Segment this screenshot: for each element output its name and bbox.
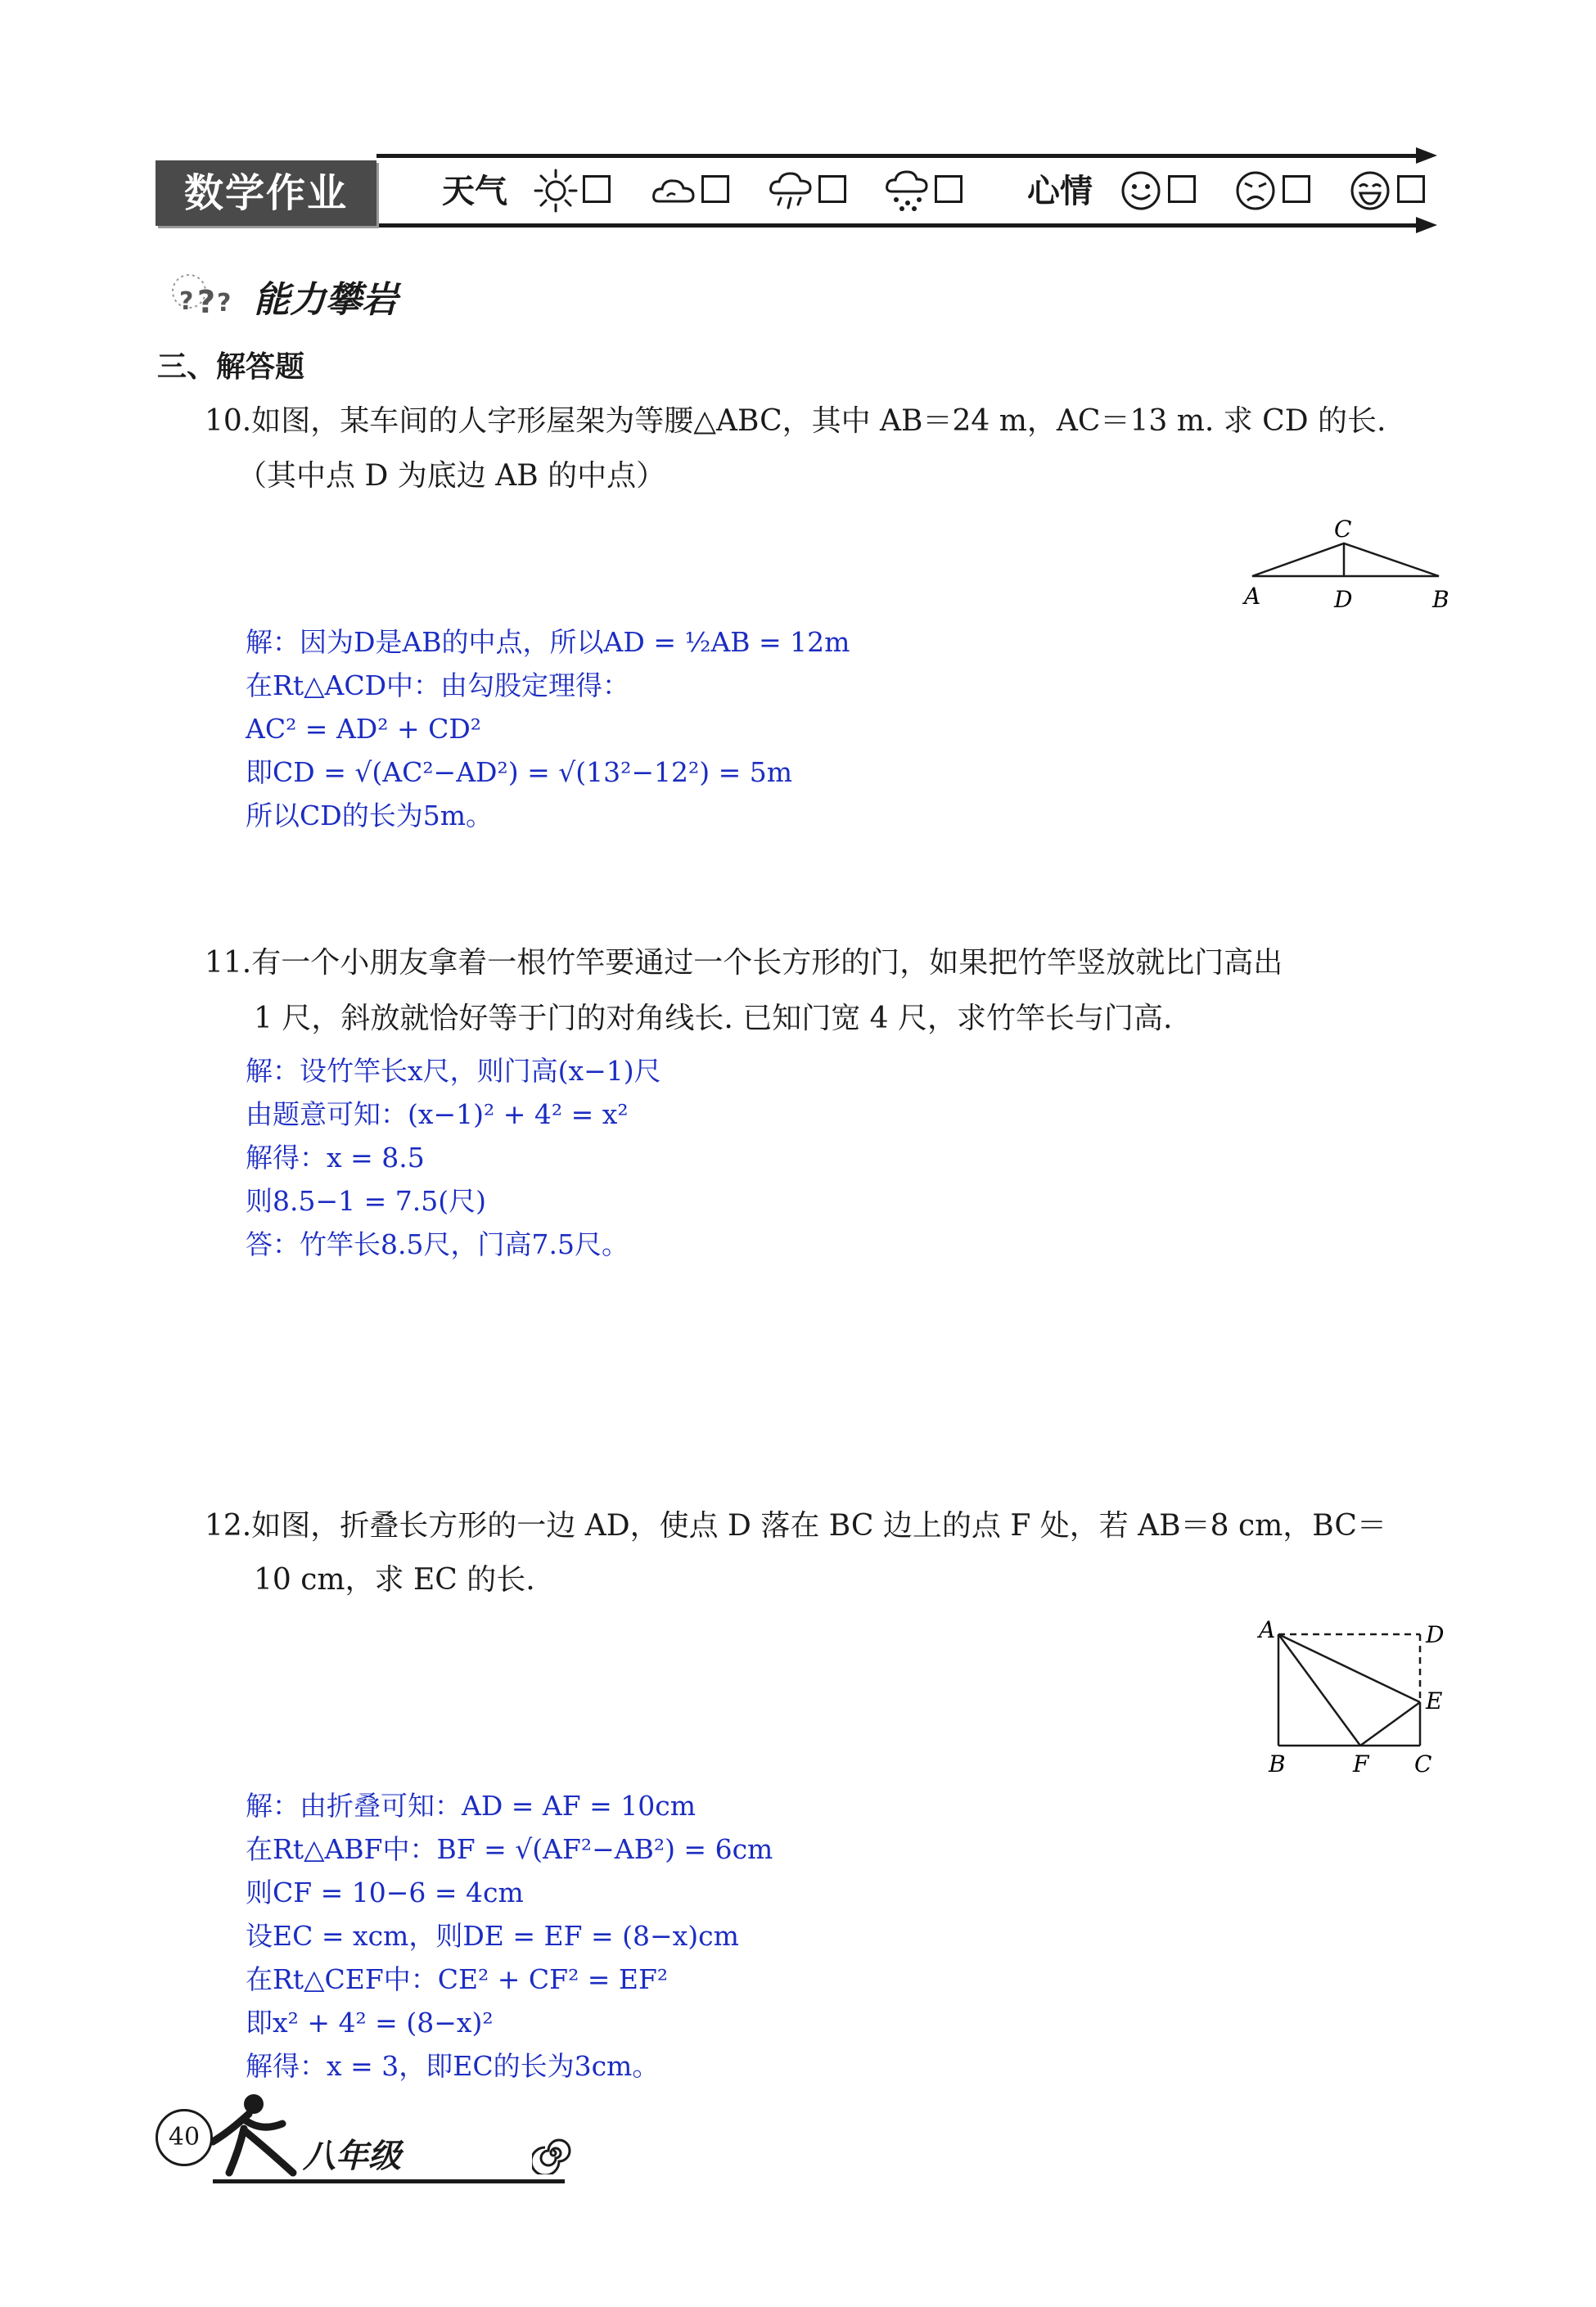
page-title: 数学作业 bbox=[156, 160, 376, 226]
q10-text-line2: （其中点 D 为底边 AB 的中点） bbox=[237, 459, 666, 493]
laughing-face-icon bbox=[1346, 167, 1394, 214]
label-c: C bbox=[1334, 516, 1352, 543]
sun-checkbox[interactable] bbox=[583, 175, 611, 203]
section-title: 能力攀岩 bbox=[254, 279, 398, 321]
svg-text:?: ? bbox=[217, 289, 232, 318]
footer bbox=[147, 2091, 589, 2189]
label-a: A bbox=[1244, 583, 1261, 610]
sad-checkbox[interactable] bbox=[1283, 175, 1310, 203]
q10-triangle-figure bbox=[1228, 507, 1473, 622]
q10-answer-line: 所以CD的长为5m。 bbox=[246, 800, 493, 831]
q11-text-line1: 有一个小朋友拿着一根竹竿要通过一个长方形的门，如果把竹竿竖放就比门高出 bbox=[251, 946, 1283, 980]
segment-af bbox=[1278, 1634, 1360, 1746]
q11-answer-line: 解：设竹竿长x尺，则门高(x−1)尺 bbox=[246, 1055, 661, 1087]
q10-answer-line: 解：因为D是AB的中点，所以AD = ½AB = 12m bbox=[246, 626, 850, 658]
label-a: A bbox=[1259, 1616, 1276, 1643]
mood-label: 心情 bbox=[1027, 173, 1093, 210]
header-bar bbox=[156, 146, 1440, 236]
part-title: 三、解答题 bbox=[157, 350, 305, 384]
q12-answer-line: 在Rt△CEF中：CE² + CF² = EF² bbox=[246, 1963, 669, 1995]
svg-text:?: ? bbox=[179, 287, 194, 316]
happy-checkbox[interactable] bbox=[1168, 175, 1196, 203]
q11-answer-line: 答：竹竿长8.5尺，门高7.5尺。 bbox=[246, 1228, 629, 1260]
q10-answer-line: AC² = AD² + CD² bbox=[246, 713, 482, 745]
cloudy-icon bbox=[651, 167, 698, 214]
happy-face-icon bbox=[1117, 167, 1165, 214]
triangle-abc bbox=[1252, 543, 1439, 576]
q12-line1 bbox=[205, 1504, 1386, 1548]
q12-answer-line: 在Rt△ABF中：BF = √(AF²−AB²) = 6cm bbox=[246, 1833, 773, 1865]
svg-text:?: ? bbox=[197, 284, 216, 320]
q10-answer-line: 在Rt△ACD中：由勾股定理得： bbox=[246, 669, 630, 701]
sun-icon bbox=[532, 167, 579, 214]
rain-checkbox[interactable] bbox=[818, 175, 846, 203]
q10-answer-line: 即CD = √(AC²−AD²) = √(13²−12²) = 5m bbox=[246, 756, 793, 788]
spiral-icon bbox=[532, 2132, 575, 2174]
grade-label: 八年级 bbox=[303, 2138, 401, 2175]
q12-answer-line: 设EC = xcm，则DE = EF = (8−x)cm bbox=[246, 1920, 739, 1952]
q11-answer bbox=[246, 1049, 661, 1266]
footer-rule bbox=[213, 2179, 565, 2183]
question-marks-icon bbox=[168, 260, 241, 326]
label-d: D bbox=[1426, 1621, 1445, 1648]
q12-answer-line: 则CF = 10−6 = 4cm bbox=[246, 1877, 524, 1908]
q11-text-line2: 1 尺，斜放就恰好等于门的对角线长. 已知门宽 4 尺，求竹竿长与门高. bbox=[254, 1002, 1173, 1035]
q11-answer-line: 解得：x = 8.5 bbox=[246, 1142, 425, 1174]
label-f: F bbox=[1353, 1751, 1369, 1778]
q12-answer-line: 解：由折叠可知：AD = AF = 10cm bbox=[246, 1790, 697, 1822]
q10-answer bbox=[246, 620, 850, 837]
q12-answer bbox=[246, 1784, 773, 2088]
q12-answer-line: 即x² + 4² = (8−x)² bbox=[246, 2007, 494, 2039]
header-bottom-arrow-icon bbox=[1416, 217, 1437, 233]
snow-icon bbox=[884, 167, 931, 214]
label-b: B bbox=[1432, 586, 1449, 613]
page-number: 40 bbox=[156, 2109, 213, 2166]
cloudy-checkbox[interactable] bbox=[701, 175, 729, 203]
q12-rectangle-figure bbox=[1236, 1608, 1481, 1780]
q12-text-line2: 10 cm，求 EC 的长. bbox=[254, 1563, 535, 1597]
q10-text-line1: 如图，某车间的人字形屋架为等腰△ABC，其中 AB＝24 m，AC＝13 m. 求 CD 的长. bbox=[251, 404, 1386, 438]
label-b: B bbox=[1269, 1751, 1286, 1778]
rain-icon bbox=[768, 167, 815, 214]
weather-label: 天气 bbox=[442, 173, 507, 210]
q12-number: 12. bbox=[205, 1509, 252, 1543]
q12-text-line1: 如图，折叠长方形的一边 AD，使点 D 落在 BC 边上的点 F 处，若 AB＝8 cm，BC＝ bbox=[251, 1509, 1386, 1543]
header-top-rule bbox=[376, 154, 1420, 158]
label-c: C bbox=[1414, 1751, 1432, 1778]
q11-answer-line: 则8.5−1 = 7.5(尺) bbox=[246, 1185, 486, 1217]
snow-checkbox[interactable] bbox=[935, 175, 963, 203]
q11-answer-line: 由题意可知：(x−1)² + 4² = x² bbox=[246, 1098, 629, 1130]
q12-answer-line: 解得：x = 3，即EC的长为3cm。 bbox=[246, 2050, 660, 2082]
segment-fe bbox=[1360, 1702, 1420, 1746]
q10-line1 bbox=[205, 399, 1386, 444]
label-e: E bbox=[1426, 1687, 1443, 1714]
header-bottom-rule bbox=[376, 223, 1420, 228]
q11-line1 bbox=[205, 941, 1283, 985]
segment-ae bbox=[1278, 1634, 1420, 1702]
q11-number: 11. bbox=[205, 946, 252, 980]
sad-face-icon bbox=[1232, 167, 1279, 214]
laughing-checkbox[interactable] bbox=[1397, 175, 1425, 203]
header-top-arrow-icon bbox=[1416, 147, 1437, 164]
label-d: D bbox=[1334, 586, 1353, 613]
q10-number: 10. bbox=[205, 404, 252, 438]
